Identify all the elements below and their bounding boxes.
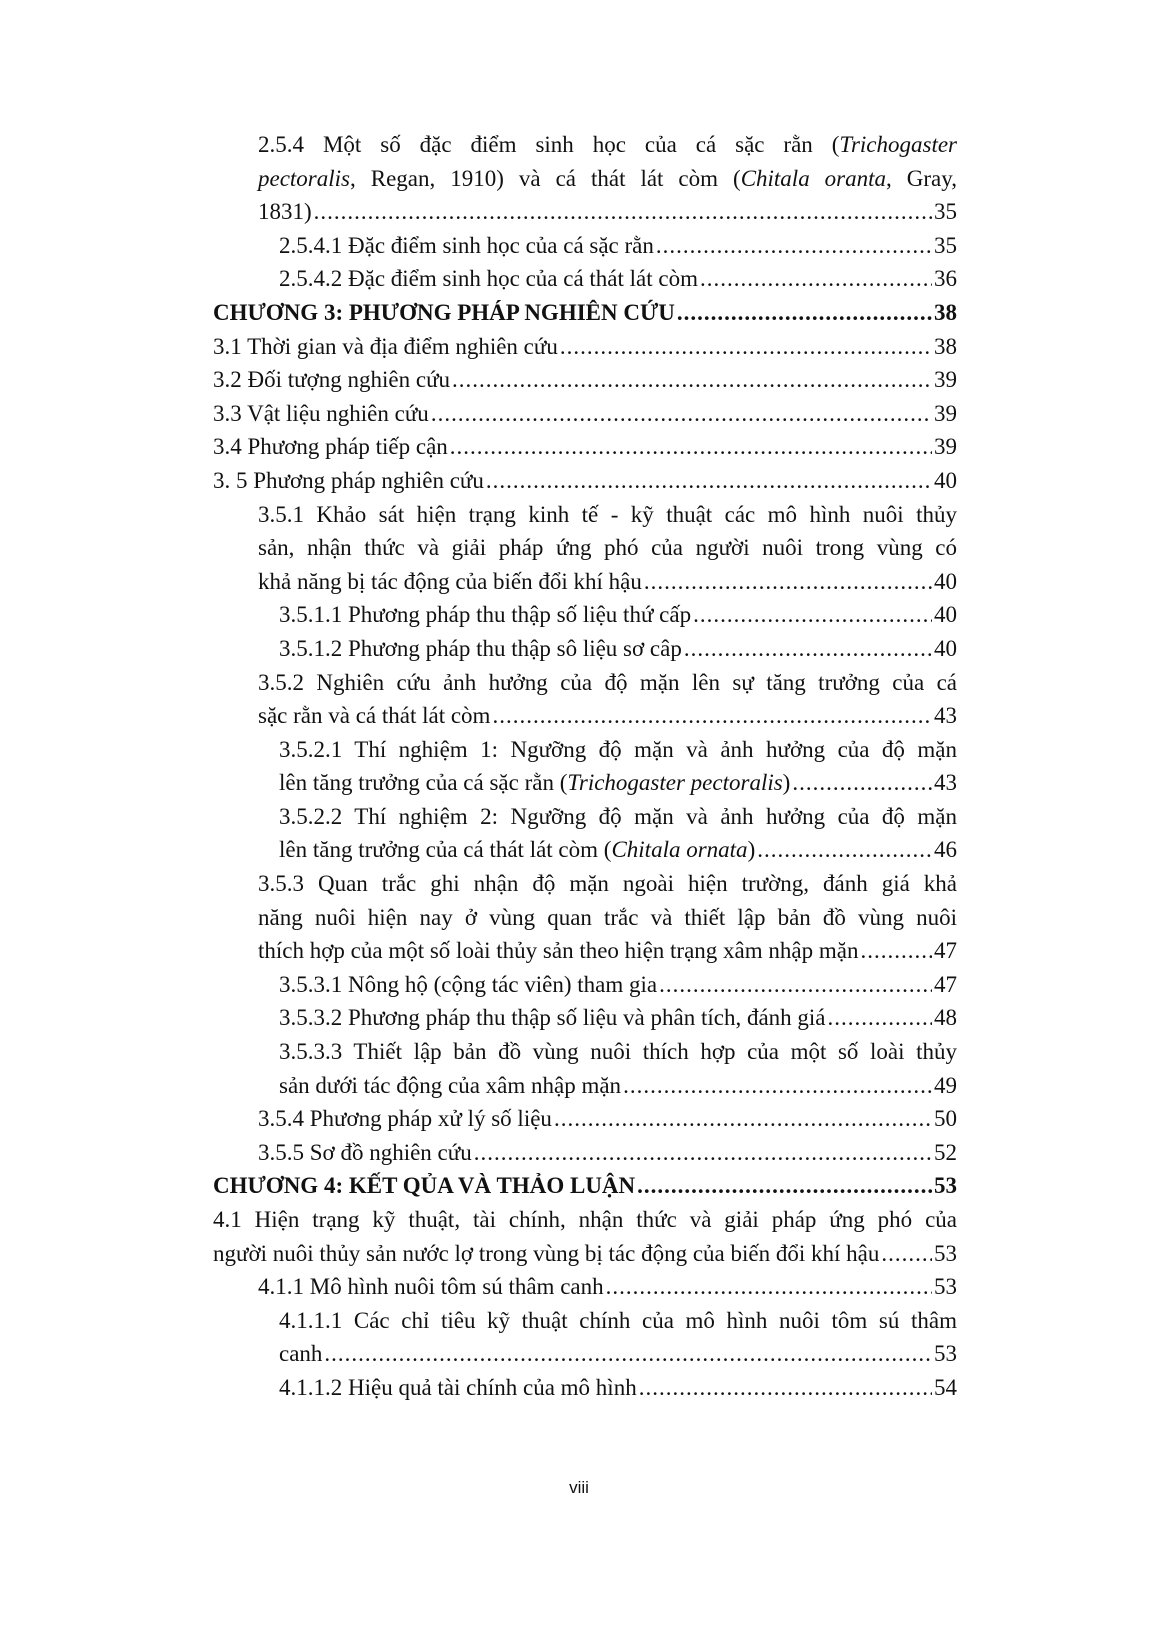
- toc-entry-line: 3.5.2.2 Thí nghiệm 2: Ngưỡng độ mặn và ảnh hưởng của độ mặn: [279, 803, 957, 829]
- toc-page-number: 50: [934, 1106, 957, 1132]
- toc-entry-title: 2.5.4.2 Đặc điểm sinh học của cá thát lát còm: [279, 266, 698, 292]
- toc-entry-line[interactable]: [213, 1069, 957, 1103]
- toc-entry-title: 1831): [258, 199, 312, 225]
- dot-leader: [314, 195, 932, 229]
- toc-entry[interactable]: [213, 430, 957, 464]
- dot-leader: [792, 766, 932, 800]
- toc-entry-title: 3.5.1.1 Phương pháp thu thập số liệu thứ cấp: [279, 602, 692, 628]
- toc-chapter-entry[interactable]: [213, 296, 957, 330]
- toc-entry-line[interactable]: [213, 1337, 957, 1371]
- dot-leader: [860, 934, 932, 968]
- toc-page-number: 35: [934, 232, 957, 258]
- toc-entry-line[interactable]: [213, 330, 957, 364]
- toc-entry-line[interactable]: [213, 1001, 957, 1035]
- dot-leader: [492, 699, 932, 733]
- dot-leader: [639, 1371, 932, 1405]
- toc-entry[interactable]: [213, 632, 957, 666]
- table-of-contents: [213, 128, 957, 1405]
- toc-entry-line[interactable]: [213, 968, 957, 1002]
- toc-entry-line: sản, nhận thức và giải pháp ứng phó của người nuôi trong vùng có: [258, 535, 957, 561]
- toc-entry-title: 3.4 Phương pháp tiếp cận: [213, 434, 448, 460]
- toc-entry-line[interactable]: [213, 229, 957, 263]
- toc-entry-title: 3.5.4 Phương pháp xử lý số liệu: [258, 1106, 552, 1132]
- dot-leader: [656, 229, 932, 263]
- toc-entry-line: 2.5.4 Một số đặc điểm sinh học của cá sặc rằn (Trichogaster: [258, 132, 957, 157]
- toc-entry-line[interactable]: [213, 833, 957, 867]
- species-name: Trichogaster pectoralis: [567, 770, 783, 796]
- dot-leader: [606, 1270, 932, 1304]
- toc-entry-line: 4.1.1.1 Các chỉ tiêu kỹ thuật chính của mô hình nuôi tôm sú thâm: [279, 1307, 957, 1333]
- toc-entry-line[interactable]: [213, 296, 957, 330]
- toc-entry-line: pectoralis, Regan, 1910) và cá thát lát còm (Chitala oranta, Gray,: [258, 165, 958, 191]
- dot-leader: [450, 430, 932, 464]
- toc-entry-line[interactable]: [213, 1102, 957, 1136]
- toc-entry[interactable]: [213, 1304, 957, 1371]
- toc-entry-line[interactable]: [213, 1136, 957, 1170]
- toc-entry-line[interactable]: [213, 1371, 957, 1405]
- dot-leader: [324, 1337, 932, 1371]
- toc-entry[interactable]: [213, 1136, 957, 1170]
- toc-entry-line[interactable]: [213, 565, 957, 599]
- toc-entry-title: 3.1 Thời gian và địa điểm nghiên cứu: [213, 333, 558, 359]
- toc-entry-line: 3.5.3.3 Thiết lập bản đồ vùng nuôi thích hợp của một số loài thủy: [279, 1039, 957, 1065]
- toc-page-number: 53: [934, 1240, 957, 1266]
- toc-page-number: 38: [934, 299, 957, 325]
- toc-entry[interactable]: [213, 330, 957, 364]
- toc-entry[interactable]: [213, 1203, 957, 1270]
- toc-page-number: 36: [934, 266, 957, 292]
- toc-entry[interactable]: [213, 1102, 957, 1136]
- toc-entry-line: năng nuôi hiện nay ở vùng quan trắc và thiết lập bản đồ vùng nuôi: [258, 904, 957, 930]
- toc-entry-title: CHƯƠNG 3: PHƯƠNG PHÁP NGHIÊN CỨU: [213, 299, 675, 325]
- species-name: Chitala ornata: [611, 837, 748, 863]
- toc-entry-line[interactable]: [213, 262, 957, 296]
- toc-entry-line[interactable]: [213, 598, 957, 632]
- dot-leader: [560, 330, 932, 364]
- toc-entry-title: 3.2 Đối tượng nghiên cứu: [213, 367, 451, 393]
- toc-entry-line: 3.5.2 Nghiên cứu ảnh hưởng của độ mặn lên sự tăng trưởng của cá: [258, 669, 957, 695]
- toc-entry[interactable]: [213, 598, 957, 632]
- toc-entry[interactable]: [213, 1001, 957, 1035]
- toc-entry-line[interactable]: [213, 464, 957, 498]
- dot-leader: [659, 968, 932, 1002]
- toc-entry[interactable]: [213, 128, 957, 229]
- toc-entry-line: 4.1 Hiện trạng kỹ thuật, tài chính, nhận thức và giải pháp ứng phó của: [213, 1207, 957, 1232]
- toc-entry-line: 3.5.1 Khảo sát hiện trạng kinh tế - kỹ thuật các mô hình nuôi thủy: [258, 501, 957, 527]
- dot-leader: [757, 833, 932, 867]
- toc-page-number: 43: [934, 770, 957, 796]
- toc-entry-title: 3.5.3.2 Phương pháp thu thập số liệu và phân tích, đánh giá: [279, 1005, 826, 1031]
- toc-entry-title: khả năng bị tác động của biến đổi khí hậu: [258, 568, 642, 594]
- toc-entry-line[interactable]: [213, 195, 957, 229]
- toc-entry-line[interactable]: [213, 363, 957, 397]
- toc-entry[interactable]: [213, 1035, 957, 1102]
- toc-entry-line[interactable]: [213, 430, 957, 464]
- toc-entry-title: CHƯƠNG 4: KẾT QỦA VÀ THẢO LUẬN: [213, 1173, 636, 1199]
- toc-entry[interactable]: [213, 464, 957, 498]
- toc-page-number: 53: [934, 1341, 957, 1367]
- dot-leader: [684, 632, 932, 666]
- dot-leader: [474, 1136, 932, 1170]
- dot-leader: [452, 363, 932, 397]
- toc-entry-line[interactable]: [213, 934, 957, 968]
- toc-page-number: 52: [934, 1139, 957, 1165]
- toc-entry-title: canh: [279, 1341, 323, 1367]
- dot-leader: [828, 1001, 932, 1035]
- toc-page-number: 48: [934, 1005, 957, 1031]
- toc-entry-title: sản dưới tác động của xâm nhập mặn: [279, 1072, 622, 1098]
- toc-page-number: 39: [934, 434, 957, 460]
- toc-page-number: 47: [934, 971, 957, 997]
- toc-entry-line[interactable]: [213, 766, 957, 800]
- toc-entry-line[interactable]: [213, 699, 957, 733]
- species-name: pectoralis: [258, 165, 350, 191]
- toc-entry[interactable]: [213, 968, 957, 1002]
- toc-entry-title: 3.3 Vật liệu nghiên cứu: [213, 400, 429, 426]
- toc-entry[interactable]: [213, 1371, 957, 1405]
- toc-page-number: 38: [934, 333, 957, 359]
- dot-leader: [677, 296, 932, 330]
- toc-entry[interactable]: [213, 498, 957, 599]
- toc-entry-line[interactable]: [213, 632, 957, 666]
- toc-entry-title: 3.5.3.1 Nông hộ (cộng tác viên) tham gia: [279, 971, 658, 997]
- toc-entry[interactable]: [213, 229, 957, 263]
- toc-page-number: 35: [934, 199, 957, 225]
- dot-leader: [693, 598, 932, 632]
- toc-entry-line[interactable]: [213, 1270, 957, 1304]
- toc-entry-title: thích hợp của một số loài thủy sản theo hiện trạng xâm nhập mặn: [258, 938, 859, 964]
- toc-page-number: 53: [934, 1274, 957, 1300]
- toc-entry-title: 2.5.4.1 Đặc điểm sinh học của cá sặc rằn: [279, 232, 654, 258]
- toc-page-number: 47: [934, 938, 957, 964]
- dot-leader: [700, 262, 932, 296]
- dot-leader: [554, 1102, 932, 1136]
- toc-entry[interactable]: [213, 397, 957, 431]
- toc-page-number: 54: [934, 1374, 957, 1400]
- toc-entry-title: 3. 5 Phương pháp nghiên cứu: [213, 467, 484, 493]
- toc-page-number: 43: [934, 703, 957, 729]
- toc-page-number: 40: [934, 602, 957, 628]
- dot-leader: [623, 1069, 932, 1103]
- toc-entry[interactable]: [213, 1270, 957, 1304]
- toc-entry-title: sặc rằn và cá thát lát còm: [258, 703, 491, 729]
- toc-entry-title: 3.5.1.2 Phương pháp thu thập sô liệu sơ câp: [279, 635, 682, 661]
- toc-entry-line[interactable]: [213, 1169, 957, 1203]
- dot-leader: [637, 1169, 932, 1203]
- species-name: Chitala oranta: [740, 165, 887, 191]
- toc-entry[interactable]: [213, 262, 957, 296]
- toc-page-number: 40: [934, 568, 957, 594]
- toc-entry-title: 3.5.5 Sơ đồ nghiên cứu: [258, 1139, 472, 1165]
- toc-page-number: 53: [934, 1173, 957, 1199]
- toc-chapter-entry[interactable]: [213, 1169, 957, 1203]
- toc-entry-line[interactable]: [213, 397, 957, 431]
- toc-entry-line: 3.5.2.1 Thí nghiệm 1: Ngưỡng độ mặn và ảnh hưởng của độ mặn: [279, 736, 957, 762]
- toc-entry-title: người nuôi thủy sản nước lợ trong vùng bị tác động của biến đổi khí hậu: [213, 1240, 880, 1266]
- toc-entry-title: lên tăng trưởng của cá sặc rằn (Trichogaster pectoralis): [279, 770, 791, 796]
- toc-page-number: 40: [934, 467, 957, 493]
- toc-page-number: 39: [934, 367, 957, 393]
- toc-entry[interactable]: [213, 733, 957, 800]
- toc-entry-line: 3.5.3 Quan trắc ghi nhận độ mặn ngoài hiện trường, đánh giá khả: [258, 871, 957, 897]
- toc-entry[interactable]: [213, 800, 957, 867]
- page-number: viii: [569, 1478, 589, 1497]
- toc-entry-title: 4.1.1.2 Hiệu quả tài chính của mô hình: [279, 1374, 637, 1400]
- toc-entry[interactable]: [213, 363, 957, 397]
- dot-leader: [881, 1237, 932, 1271]
- species-name: Trichogaster: [839, 132, 957, 157]
- toc-entry-title: lên tăng trưởng của cá thát lát còm (Chitala ornata): [279, 837, 756, 863]
- toc-entry-title: 4.1.1 Mô hình nuôi tôm sú thâm canh: [258, 1274, 604, 1300]
- dot-leader: [486, 464, 932, 498]
- toc-entry-line[interactable]: [213, 1237, 957, 1271]
- toc-page-number: 40: [934, 635, 957, 661]
- toc-entry[interactable]: [213, 867, 957, 968]
- toc-page-number: 39: [934, 400, 957, 426]
- dot-leader: [431, 397, 932, 431]
- toc-page-number: 46: [934, 837, 957, 863]
- toc-entry[interactable]: [213, 666, 957, 733]
- dot-leader: [644, 565, 932, 599]
- toc-page-number: 49: [934, 1072, 957, 1098]
